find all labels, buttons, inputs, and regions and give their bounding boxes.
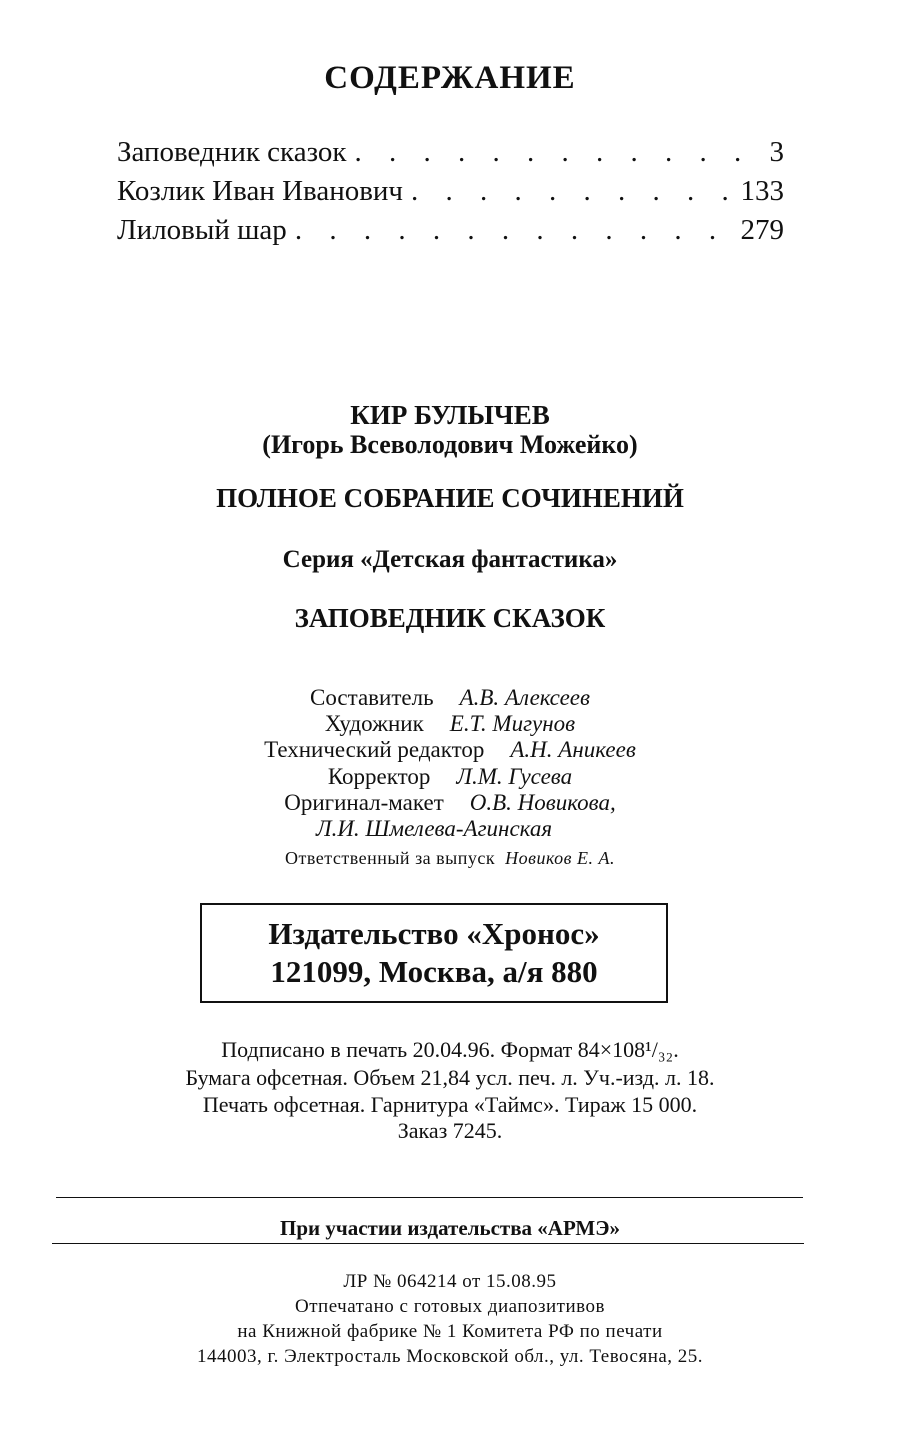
typography-line: на Книжной фабрике № 1 Комитета РФ по печати	[237, 1321, 663, 1342]
toc-leader-dots	[411, 175, 732, 208]
collection-title: ПОЛНОЕ СОБРАНИЕ СОЧИНЕНИЙ	[216, 483, 684, 513]
typography-line: 144003, г. Электросталь Московской обл., ул. Тевосяна, 25.	[196, 1346, 704, 1367]
credit-layout	[0, 790, 900, 816]
publisher-box	[200, 903, 668, 1003]
credit-name: Л.И. Шмелева-Агинская	[316, 816, 553, 841]
print-info-line: Печать офсетная. Гарнитура «Таймс». Тираж 15 000.	[202, 1092, 698, 1117]
credit-responsible	[0, 848, 900, 869]
contents-title: СОДЕРЖАНИЕ	[324, 60, 576, 96]
publisher-address: 121099, Москва, а/я 880	[270, 954, 598, 989]
author-real-name: (Игорь Всеволодович Можейко)	[262, 430, 638, 459]
publisher-name: Издательство «Хронос»	[268, 916, 600, 951]
typography-line: Отпечатано с готовых диапозитивов	[295, 1296, 605, 1317]
credit-name: Новиков Е. А.	[505, 848, 615, 868]
print-info-line: Бумага офсетная. Объем 21,84 усл. печ. л. Уч.-изд. л. 18.	[185, 1065, 715, 1090]
credit-name: А.В. Алексеев	[459, 685, 590, 710]
toc-entry-page: 279	[740, 214, 784, 246]
toc-leader-dots	[295, 214, 733, 247]
credit-artist	[0, 711, 900, 737]
co-publisher-note: При участии издательства «АРМЭ»	[280, 1216, 620, 1240]
toc-entry-title: Заповедник сказок	[117, 136, 347, 168]
credit-role: Ответственный за выпуск	[285, 848, 496, 868]
divider-bottom	[52, 1243, 804, 1244]
toc-entry[interactable]	[117, 175, 784, 215]
author-name: КИР БУЛЫЧЕВ	[350, 400, 550, 430]
toc-entry-page: 3	[769, 136, 784, 168]
toc-entry[interactable]	[117, 214, 784, 254]
toc-entry-page: 133	[740, 175, 784, 207]
credit-name: О.В. Новикова,	[469, 790, 616, 815]
credit-role: Художник	[324, 711, 424, 736]
credit-proofreader	[0, 764, 900, 790]
toc-entry-title: Лиловый шар	[117, 214, 287, 246]
print-info-line: Заказ 7245.	[397, 1118, 503, 1143]
series-name: Серия «Детская фантастика»	[282, 546, 618, 573]
credit-role: Корректор	[327, 764, 431, 789]
toc-entry-title: Козлик Иван Иванович	[117, 175, 404, 207]
credit-compiler	[0, 685, 900, 711]
credit-tech-editor	[0, 737, 900, 763]
credit-layout-second	[316, 816, 552, 842]
print-info-line: Подписано в печать 20.04.96. Формат 84×108¹/₃₂.	[221, 1037, 679, 1062]
credit-role: Составитель	[310, 685, 434, 710]
book-title: ЗАПОВЕДНИК СКАЗОК	[294, 603, 606, 633]
typography-line: ЛР № 064214 от 15.08.95	[343, 1271, 557, 1292]
credit-name: А.Н. Аникеев	[510, 737, 636, 762]
credit-role: Технический редактор	[264, 737, 485, 762]
credit-name: Е.Т. Мигунов	[449, 711, 576, 736]
toc-leader-dots	[354, 136, 761, 169]
toc-entry[interactable]	[117, 136, 784, 176]
credit-name: Л.М. Гусева	[456, 764, 573, 789]
credit-role: Оригинал-макет	[284, 790, 444, 815]
divider-top	[56, 1197, 803, 1198]
